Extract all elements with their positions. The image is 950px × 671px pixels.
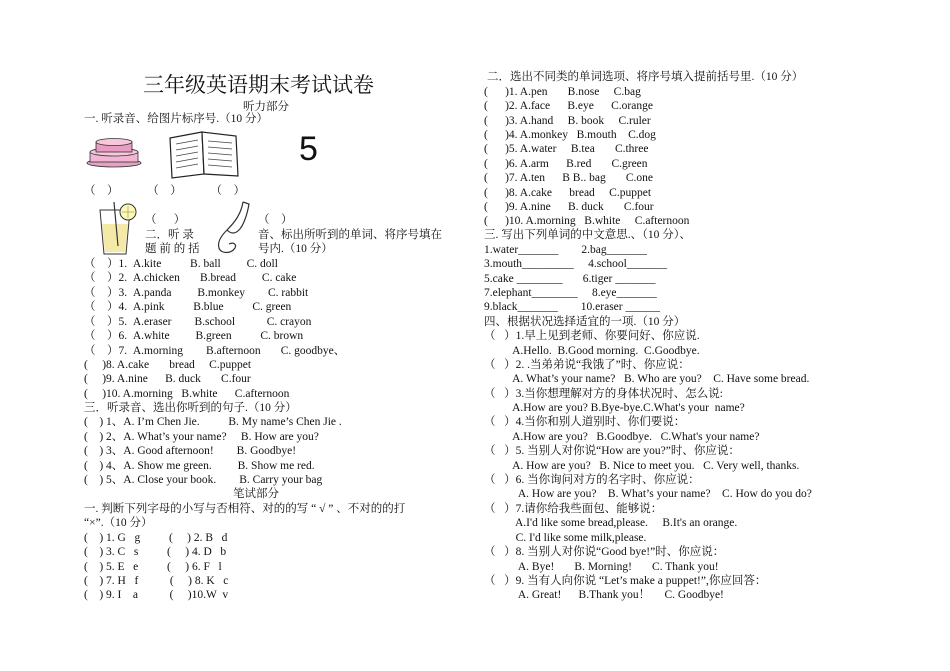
right4-line: A. What’s your name? B. Who are you? C. Have some bread. xyxy=(484,373,810,385)
right2-item: ( )7. A.ten B B.. bag C.one xyxy=(484,172,653,184)
section3-heading: 三．听录音、选出你听到的句子.（10 分） xyxy=(84,402,297,414)
picture-answer-5: （ ） xyxy=(258,214,293,226)
right4-line: （ ）5. 当别人对你说“How are you?”时、你应说： xyxy=(484,445,740,457)
right4-line: （ ）7.请你给我些面包、能够说： xyxy=(484,503,663,515)
right2-item: ( )6. A.arm B.red C.green xyxy=(484,158,648,170)
sec3-item: ( ) 2、A. What’s your name? B. How are you? xyxy=(84,431,319,443)
section2-heading-c: 题 前 的 括 xyxy=(145,243,200,255)
sec2-item: ( )9. A.nine B. duck C.four xyxy=(84,373,251,385)
number-five: 5 xyxy=(299,130,318,168)
written1-item: ( ) 3. C s ( ) 4. D b xyxy=(84,546,227,558)
section2-heading-a: 二．听 录 xyxy=(145,229,194,241)
right4-line: A.I'd like some bread,please. B.It's an orange. xyxy=(484,517,738,529)
listening-subtitle: 听力部分 xyxy=(243,101,289,113)
sec2-item: （ ）2. A.chicken B.bread C. cake xyxy=(84,272,297,284)
right3-item: 5.cake ________ 6.tiger _______ xyxy=(484,273,656,285)
right2-item: ( )5. A.water B.tea C.three xyxy=(484,143,649,155)
right2-item: ( )3. A.hand B. book C.ruler xyxy=(484,115,651,127)
right2-item: ( )8. A.cake bread C.puppet xyxy=(484,187,652,199)
right3-heading: 三. 写出下列单词的中文意思.、（10 分）、 xyxy=(484,229,691,241)
written-subtitle: 笔试部分 xyxy=(233,488,279,500)
right4-line: （ ）9. 当有人向你说 “Let’s make a puppet!”,你应回答： xyxy=(484,575,767,587)
right4-line: （ ）6. 当你询问对方的名字时、你应说： xyxy=(484,474,700,486)
right4-line: A. How are you? B. What’s your name? C. How do you do? xyxy=(484,488,812,500)
written1-heading-b: “×”.（10 分） xyxy=(84,517,153,529)
right2-item: ( )10. A.morning B.white C.afternoon xyxy=(484,215,690,227)
written1-item: ( ) 5. E e ( ) 6. F l xyxy=(84,561,222,573)
cake-icon xyxy=(84,134,144,168)
right4-line: （ ）4.当你和别人道别时、你们要说： xyxy=(484,416,686,428)
picture-answer-4: （ ） xyxy=(145,214,186,226)
right4-line: A.How are you? B.Bye-bye.C.What's your name? xyxy=(484,402,745,414)
right2-item: ( )2. A.face B.eye C.orange xyxy=(484,100,653,112)
sec2-item: （ ）5. A.eraser B.school C. crayon xyxy=(84,316,312,328)
sec3-item: ( ) 1、A. I’m Chen Jie. B. My name’s Chen Jie . xyxy=(84,416,342,428)
written1-item: ( ) 9. I a ( )10.W v xyxy=(84,589,229,601)
right4-line: （ ）1.早上见到老师、你要问好、你应说. xyxy=(484,330,700,342)
right4-line: C. I'd like some milk,please. xyxy=(484,532,647,544)
right2-item: ( )1. A.pen B.nose C.bag xyxy=(484,86,641,98)
sec3-item: ( ) 3、A. Good afternoon! B. Goodbye! xyxy=(84,445,297,457)
sec2-item: （ ）1. A.kite B. ball C. doll xyxy=(84,258,278,270)
right3-item: 3.mouth_________ 4.school_______ xyxy=(484,258,668,270)
sec2-item: （ ）4. A.pink B.blue C. green xyxy=(84,301,292,313)
book-icon xyxy=(166,128,242,180)
right4-heading: 四、根据状况选择适宜的一项.（10 分） xyxy=(484,316,686,328)
sec3-item: ( ) 5、A. Close your book. B. Carry your bag xyxy=(84,474,323,486)
right4-line: A. Great! B.Thank you！ C. Goodbye! xyxy=(484,589,724,601)
right4-line: A.Hello. B.Good morning. C.Goodbye. xyxy=(484,345,700,357)
sec2-item: （ ）3. A.panda B.monkey C. rabbit xyxy=(84,287,309,299)
right2-item: ( )9. A.nine B. duck C.four xyxy=(484,201,654,213)
written1-item: ( ) 7. H f ( ) 8. K c xyxy=(84,575,229,587)
right4-line: A.How are you? B.Goodbye. C.What's your name? xyxy=(484,431,760,443)
right4-line: （ ）3.当你想理解对方的身体状况时、怎么说: xyxy=(484,388,723,400)
juice-glass-icon xyxy=(92,200,140,258)
page-title: 三年级英语期末考试试卷 xyxy=(143,73,374,97)
picture-answer-row1: （ ） （ ） （ ） xyxy=(84,185,245,197)
sec2-item: ( )8. A.cake bread C.puppet xyxy=(84,359,252,371)
right3-item: 7.elephant________ 8.eye_______ xyxy=(484,287,657,299)
right4-line: A. How are you? B. Nice to meet you. C. Very well, thanks. xyxy=(484,460,800,472)
right3-item: 1.water_______ 2.bag_______ xyxy=(484,244,647,256)
right4-line: A. Bye! B. Morning! C. Thank you! xyxy=(484,561,719,573)
right2-heading: 二．选出不同类的单词选项、将序号填入提前括号里.（10 分） xyxy=(487,71,804,83)
written1-heading-a: 一. 判断下列字母的小写与否相符、对的的写 “ √ ” 、不对的的打 xyxy=(84,503,406,515)
section2-heading-d: 号内.（10 分） xyxy=(258,243,333,255)
right3-item: 9.black_______ 10.eraser ______ xyxy=(484,301,660,313)
section1-heading: 一. 听录音、给图片标序号.（10 分） xyxy=(84,113,268,125)
sec2-item: ( )10. A.morning B.white C.afternoon xyxy=(84,388,290,400)
arm-icon xyxy=(213,200,253,256)
right2-item: ( )4. A.monkey B.mouth C.dog xyxy=(484,129,656,141)
written1-item: ( ) 1. G g ( ) 2. B d xyxy=(84,532,228,544)
sec2-item: （ ）6. A.white B.green C. brown xyxy=(84,330,304,342)
sec2-item: （ ）7. A.morning B.afternoon C. goodbye、 xyxy=(84,345,346,357)
right4-line: （ ）8. 当别人对你说“Good bye!”时、你应说： xyxy=(484,546,725,558)
right4-line: （ ）2. .当弟弟说“我饿了”时、你应说： xyxy=(484,359,690,371)
sec3-item: ( ) 4、A. Show me green. B. Show me red. xyxy=(84,460,315,472)
section2-heading-b: 音、标出所听到的单词、将序号填在 xyxy=(258,229,442,241)
